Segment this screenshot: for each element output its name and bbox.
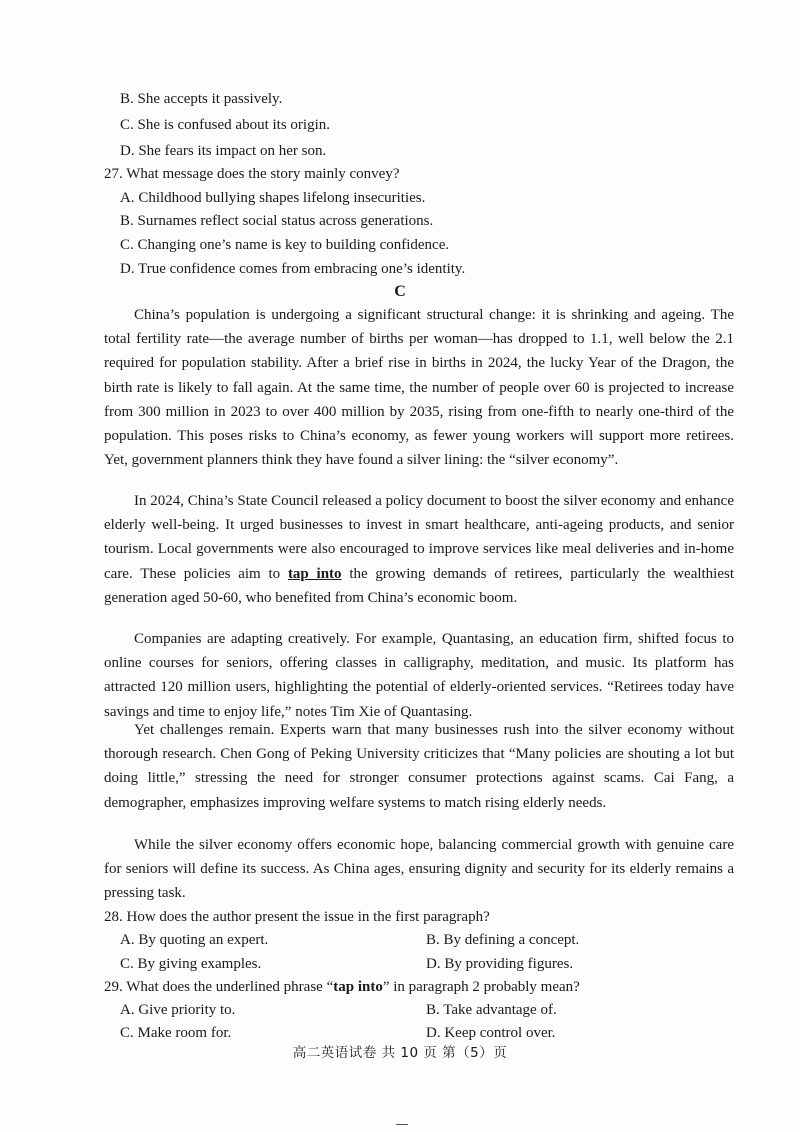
passage-paragraph-5: While the silver economy offers economic hope, balancing commercial growth with genuine care for seniors will define its success. As China ages, ensuring dignity and security for its elderly remains a pressing task. (104, 837, 734, 902)
q29-option-b: B. Take advantage of. (426, 1002, 557, 1018)
q29-option-a: A. Give priority to. (120, 1002, 236, 1018)
q26-option-b: B. She accepts it passively. (120, 91, 283, 107)
passage-paragraph-3: Companies are adapting creatively. For example, Quantasing, an education firm, shifted focus to online courses for seniors, offering classes in calligraphy, meditation, and music. Its platform has attracted 120 million users, highlighting the potential of elderly-oriented services. “Retirees today have savings and time to enjoy life,” notes Tim Xie of Quantasing. (104, 631, 734, 720)
q27-option-a: A. Childhood bullying shapes lifelong insecurities. (120, 190, 426, 206)
q27-stem: 27. What message does the story mainly convey? (104, 166, 400, 182)
passage-paragraph-2 (104, 489, 734, 610)
q28-option-c: C. By giving examples. (120, 956, 262, 972)
q28-stem: 28. How does the author present the issue in the first paragraph? (104, 909, 490, 925)
q28-option-d: D. By providing figures. (426, 956, 574, 972)
bottom-mark (396, 1124, 408, 1125)
q29-option-c: C. Make room for. (120, 1025, 232, 1041)
paragraph-2-text-before: In 2024, China’s State Council released a policy document to boost the silver economy and enhance elderly well-being. It urged businesses to invest in smart healthcare, anti-ageing products, and senior tourism. Local governments were also encouraged to improve services like meal deliveries and in-home care. These policies aim to (104, 493, 734, 582)
q27-option-b: B. Surnames reflect social status across generations. (120, 213, 434, 229)
q28-option-b: B. By defining a concept. (426, 932, 580, 948)
q26-option-c: C. She is confused about its origin. (120, 117, 330, 133)
q29-stem-phrase: tap into (333, 979, 383, 995)
q27-option-c: C. Changing one’s name is key to building confidence. (120, 237, 450, 253)
underlined-phrase: tap into (287, 565, 342, 582)
q27-option-d: D. True confidence comes from embracing one’s identity. (120, 261, 466, 277)
q26-option-d: D. She fears its impact on her son. (120, 143, 327, 159)
section-heading: C (394, 283, 406, 300)
page-footer: 高二英语试卷 共 10 页 第（5）页 (292, 1045, 508, 1061)
q29-option-d: D. Keep control over. (426, 1025, 556, 1041)
q28-option-a: A. By quoting an expert. (120, 932, 269, 948)
q29-stem-after: ” in paragraph 2 probably mean? (382, 979, 580, 995)
passage-paragraph-1: China’s population is undergoing a significant structural change: it is shrinking and ageing. The total fertility rate—the average number of births per woman—has dropped to 1.1, well below the 2.1 required for population stability. After a brief rise in births in 2024, the lucky Year of the Dragon, the birth rate is likely to fall again. At the same time, the number of people over 60 is projected to increase from 300 million in 2023 to over 400 million by 2035, rising from one-fifth to nearly one-third of the population. This poses risks to China’s economy, as fewer young workers will support more retirees. Yet, government planners think they have found a silver lining: the “silver economy”. (104, 307, 734, 469)
q29-stem (104, 976, 580, 999)
q29-stem-before: 29. What does the underlined phrase “ (104, 979, 334, 995)
passage-paragraph-4: Yet challenges remain. Experts warn that many businesses rush into the silver economy without thorough research. Chen Gong of Peking University criticizes that “Many policies are shouting a lot but doing little,” stressing the need for stronger consumer protections against scams. Cai Fang, a demographer, emphasizes improving welfare systems to match rising elderly needs. (104, 722, 734, 811)
paragraph-2-text-after: the growing demands of retirees, particularly the wealthiest generation aged 50-60, who benefited from China’s economic boom. (104, 565, 735, 606)
